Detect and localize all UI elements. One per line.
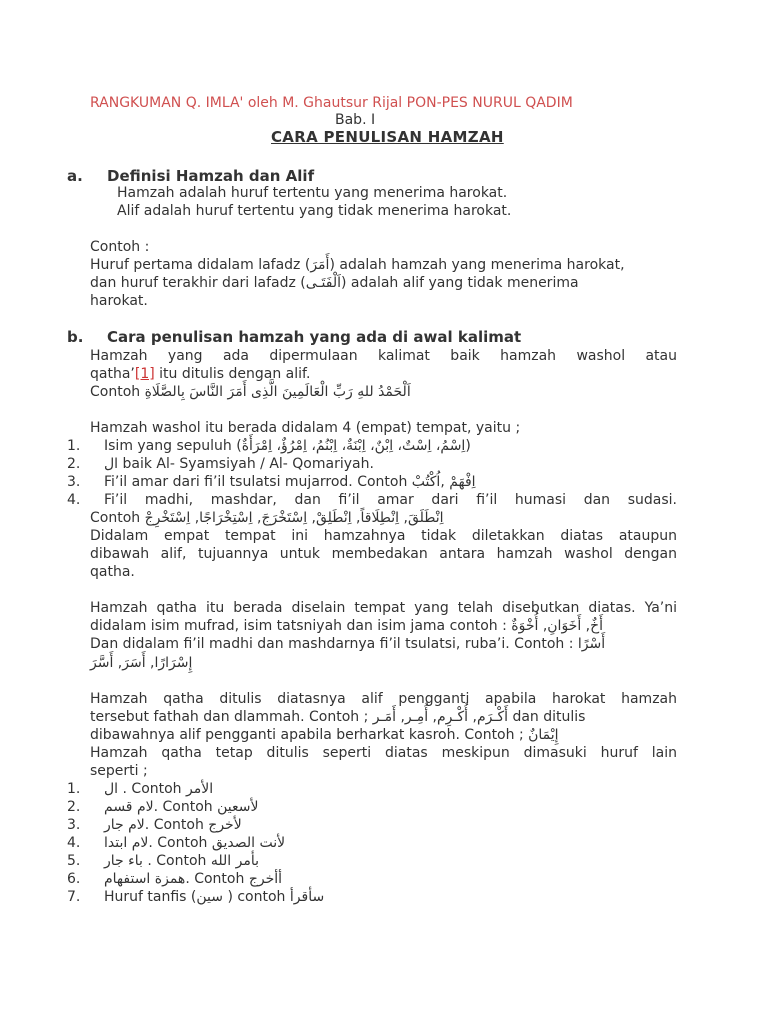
text-fragment: ) contoh [223, 889, 290, 905]
paragraph-line [90, 617, 603, 635]
text-fragment: Contoh [90, 510, 145, 526]
arabic-text: اِسْمُ، اِسْتٌ، اِبْنٌ، اِبْنَةٌ، اِبْنُمُ، اِمْرُؤٌ، اِمْرَأَةٌ [241, 438, 466, 454]
arabic-text: لأنت الصديق [211, 835, 286, 851]
list-number: 3. [67, 474, 81, 490]
paragraph-line: Hamzah qatha ditulis diatasnya alif pengganti apabila harokat hamzah [90, 691, 677, 707]
list-item [104, 780, 213, 798]
list-item: Fi’il madhi, mashdar, dan fi’il amar dari fi’il humasi dan sudasi. [104, 492, 677, 508]
text-fragment: . Contoh [185, 871, 249, 887]
section-b-marker: b. [67, 328, 84, 346]
arabic-text: اِفْهَمْ ,اُكْتُبْ [411, 474, 476, 490]
list-number: 2. [67, 799, 81, 815]
arabic-text: أَكْـرَم, أُكْـرِم, أُمِـر, أَمَـر [372, 709, 509, 725]
arabic-text: أأخرج [248, 871, 283, 887]
text-fragment: Contoh [90, 384, 145, 400]
arabic-text: لام ابتدا [104, 835, 149, 851]
paragraph-line [90, 365, 310, 383]
arabic-text: لأسعين [217, 799, 259, 815]
list-item [104, 455, 374, 473]
paragraph-line: qatha. [90, 564, 135, 580]
text-fragment: Huruf tanfis ( [104, 889, 197, 905]
arabic-text: لأخرج [208, 817, 242, 833]
text-fragment: . Contoh [148, 835, 212, 851]
paragraph-line [90, 509, 444, 527]
text-fragment: Fi’il amar dari fi’il tsulatsi mujarrod. Contoh [104, 474, 412, 490]
paragraph-line: dibawah alif, tujuannya untuk membedakan antara hamzah washol dengan [90, 546, 677, 562]
text-fragment: tersebut fathah dan dlammah. Contoh ; [90, 709, 373, 725]
paragraph-line [90, 635, 605, 653]
list-number: 1. [67, 438, 81, 454]
text-fragment: dan ditulis [508, 709, 586, 725]
paragraph-line: Didalam empat tempat ini hamzahnya tidak diletakkan diatas ataupun [90, 528, 677, 544]
list-item [104, 816, 242, 834]
text-fragment: Dan didalam fi’il madhi dan mashdarnya fi’il tsulatsi, ruba’i. Contoh : [90, 636, 578, 652]
arabic-text: بأمر الله [210, 853, 259, 869]
text-fragment: . Contoh [153, 799, 218, 815]
list-item [104, 473, 476, 491]
footnote-link[interactable]: [1] [134, 366, 155, 382]
text-fragment: ) [465, 438, 471, 454]
arabic-text: اَلْحَمْدُ للهِ رَبِّ الْعَالَمِينَ الَّذِى أَمَرَ النَّاسَ بِالصَّلَاةِ [144, 384, 411, 400]
text-fragment: baik Al- Syamsiyah / Al- Qomariyah. [118, 456, 374, 472]
list-item [104, 888, 324, 906]
paragraph-line: Hamzah yang ada dipermulaan kalimat baik hamzah washol atau [90, 348, 677, 364]
arabic-text: اِنْطَلَقَ, اِنْطِلَاقاً, اِنْطَلِقْ, اِسْتَخْرَجَ, اِسْتِخْرَاجًا, اِسْتَخْرِجْ [144, 510, 444, 526]
arabic-text: لام قسم [104, 799, 154, 815]
list-number: 4. [67, 492, 81, 508]
list-item [104, 870, 282, 888]
hamzah-definition: Hamzah adalah huruf tertentu yang menerima harokat. [117, 185, 508, 201]
arabic-text: سين [196, 889, 223, 905]
text-fragment: itu ditulis dengan alif. [154, 366, 311, 382]
text-fragment: qatha’ [90, 366, 135, 382]
list-number: 2. [67, 456, 81, 472]
arabic-text: أَمَرَ [310, 257, 330, 273]
section-a-heading: Definisi Hamzah dan Alif [107, 167, 315, 185]
paragraph-line: Hamzah washol itu berada didalam 4 (empat) tempat, yaitu ; [90, 420, 521, 436]
text-fragment: ) adalah alif yang tidak menerima [340, 275, 579, 291]
text-fragment: . Contoh [142, 853, 211, 869]
list-item [104, 798, 258, 816]
section-a-marker: a. [67, 167, 83, 185]
list-item [104, 834, 285, 852]
paragraph-line [90, 383, 411, 401]
arabic-text: همزة استفهام [104, 871, 186, 887]
section-b-heading: Cara penulisan hamzah yang ada di awal kalimat [107, 328, 522, 346]
chapter-label: Bab. I [335, 112, 376, 128]
header-line: RANGKUMAN Q. IMLA' oleh M. Ghautsur Rijal PON-PES NURUL QADIM [90, 95, 573, 111]
paragraph-line: seperti ; [90, 763, 148, 779]
arabic-text: إِيْمَانٌ [528, 727, 559, 743]
arabic-text: إِسْرَارًا, أَسَرَ, أَسَّرَ [90, 655, 193, 671]
arabic-text: باء جار [104, 853, 143, 869]
paragraph-line [90, 654, 192, 672]
list-item [104, 437, 471, 455]
list-number: 3. [67, 817, 81, 833]
text-fragment: dibawahnya alif pengganti apabila berharkat kasroh. Contoh ; [90, 727, 529, 743]
arabic-text: سأقرأ [289, 889, 325, 905]
arabic-text: الأمر [186, 781, 214, 797]
text-fragment: Isim yang sepuluh ( [104, 438, 242, 454]
paragraph-line [90, 256, 677, 274]
list-number: 5. [67, 853, 81, 869]
arabic-text: أَخٌ, أَخَوَانِ, أُخْوَةٌ [511, 618, 604, 634]
text-fragment: . Contoh [144, 817, 209, 833]
paragraph-line: Hamzah qatha tetap ditulis seperti diatas meskipun dimasuki huruf lain [90, 745, 677, 761]
arabic-text: ال [104, 781, 119, 797]
arabic-text: اَلْفَتَـى [305, 275, 341, 291]
paragraph-line [90, 726, 559, 744]
list-number: 7. [67, 889, 81, 905]
text-fragment: didalam isim mufrad, isim tatsniyah dan isim jama contoh : [90, 618, 512, 634]
page-title: CARA PENULISAN HAMZAH [271, 128, 504, 146]
list-number: 1. [67, 781, 81, 797]
list-item [104, 852, 259, 870]
arabic-text: أَسْرًا [577, 636, 606, 652]
list-number: 4. [67, 835, 81, 851]
paragraph-line: harokat. [90, 293, 148, 309]
text-fragment: . Contoh [118, 781, 187, 797]
contoh-label: Contoh : [90, 239, 150, 255]
text-fragment: Huruf pertama didalam lafadz ( [90, 257, 311, 273]
arabic-text: لام جار [104, 817, 145, 833]
text-fragment: dan huruf terakhir dari lafadz ( [90, 275, 306, 291]
alif-definition: Alif adalah huruf tertentu yang tidak menerima harokat. [117, 203, 512, 219]
text-fragment: ) adalah hamzah yang menerima harokat, [329, 257, 625, 273]
paragraph-line [90, 274, 677, 292]
paragraph-line [90, 708, 585, 726]
arabic-text: ال [104, 456, 119, 472]
paragraph-line: Hamzah qatha itu berada diselain tempat yang telah disebutkan diatas. Ya’ni [90, 600, 677, 616]
list-number: 6. [67, 871, 81, 887]
